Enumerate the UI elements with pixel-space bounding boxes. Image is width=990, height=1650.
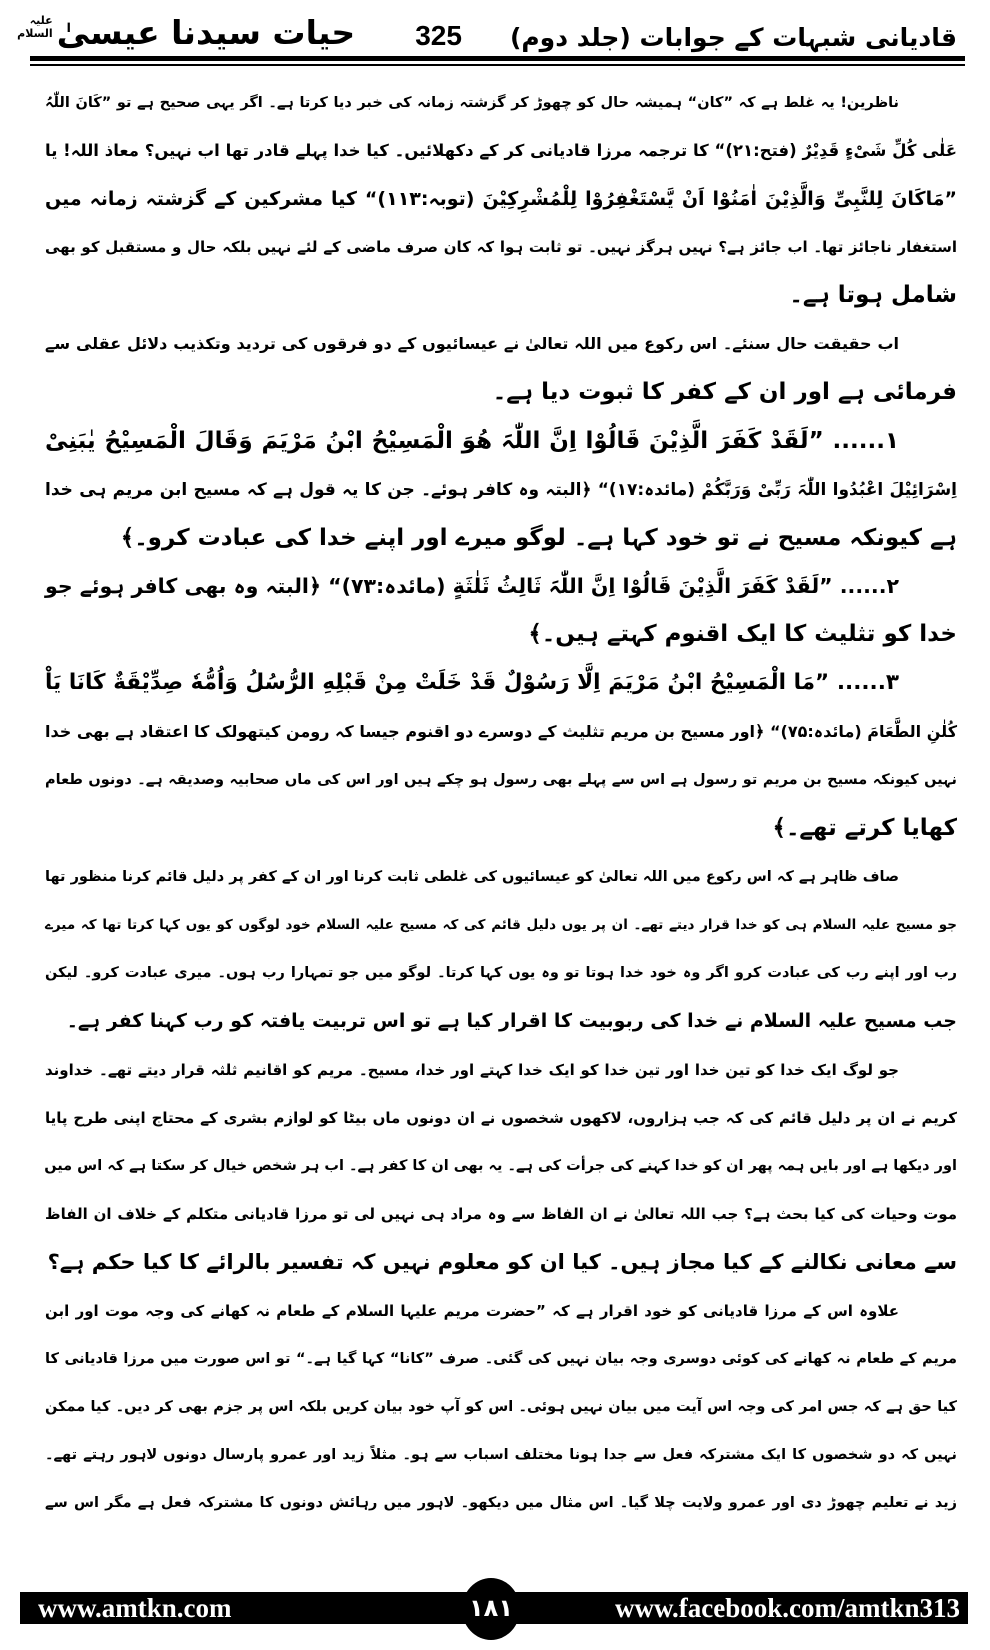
text-line: کھایا کرتے تھے۔﴾ [772, 815, 957, 841]
facebook-link[interactable]: www.facebook.com/amtkn313 [615, 1593, 960, 1623]
text-line: جو لوگ ایک خدا کو تین خدا اور تین خدا کو ایک خدا کہتے اور خدا، مسیح۔ مریم کو اقانیم ثلثہ قرار دیتے تھے۔ خداوند [45, 1061, 899, 1079]
page-header [17, 8, 965, 52]
text-line: زید نے تعلیم چھوڑ دی اور عمرو ولایت چلا گیا۔ اس مثال میں دیکھو۔ لاہور میں رہائش دونوں کا مشترکہ فعل ہے مگر اس سے [45, 1495, 957, 1511]
book-page-number: 325 [415, 20, 462, 51]
text-line: موت وحیات کی کیا بحث ہے؟ جب اللہ تعالیٰ نے ان الفاظ سے وہ مراد ہی نہیں لی تو مرزا قادیانی متکلم کے خلاف ان الفاظ [45, 1205, 957, 1223]
text-line: فرمائی ہے اور ان کے کفر کا ثبوت دیا ہے۔ [492, 379, 957, 405]
text-line: استغفار ناجائز تھا۔ اب جائز ہے؟ نہیں ہرگز نہیں۔ تو ثابت ہوا کہ کان صرف ماضی کے لئے نہیں بلکہ حال و مستقبل کو بھی [45, 238, 957, 256]
header-rule-thick [30, 56, 965, 61]
text-line: اب حقیقت حال سنئے۔ اس رکوع میں اللہ تعالیٰ نے عیسائیوں کے دو فرقوں کی تردید وتکذیب دلائل عقلی سے [45, 334, 899, 353]
text-line: عَلٰی کُلِّ شَیْءٍ قَدِیْرٌ (فتح:۲۱)“ کا ترجمہ مرزا قادیانی کر کے دکھلائیں۔ کیا خدا پہلے قادر تھا اب نہیں؟ معاذ اللہ! یا [45, 141, 957, 160]
text-line: ۳...... ”مَا الْمَسِیْحُ ابْنُ مَرْیَمَ اِلَّا رَسُوْلٌ قَدْ خَلَتْ مِنْ قَبْلِهِ الرُّسُلُ وَاُمُّهٗ صِدِّیْقَةٌ کَانَا یَاْ [45, 670, 899, 695]
text-line: شامل ہوتا ہے۔ [789, 282, 957, 308]
honorific: علیہ السلام [17, 14, 53, 40]
text-line: ہے کیونکہ مسیح نے تو خود کہا ہے۔ لوگو میرے اور اپنے خدا کی عبادت کرو۔﴾ [120, 525, 957, 551]
text-line: ناظرین! یہ غلط ہے کہ ”کان“ ہمیشہ حال کو چھوڑ کر گزشتہ زمانہ کی خبر دیا کرتا ہے۔ اگر یہی صحیح ہے تو ”کَانَ اللّٰہُ [45, 95, 899, 111]
text-line: سے معانی نکالنے کے کیا مجاز ہیں۔ کیا ان کو معلوم نہیں کہ تفسیر بالرائے کا کیا حکم ہے؟ [47, 1250, 957, 1274]
text-line: اور دیکھا ہے اور بایں ہمہ پھر ان کو خدا کہنے کی جرأت کی ہے۔ یہ بھی ان کا کفر ہے۔ اب ہر شخص خیال کر سکتا ہے کہ اس میں [44, 1158, 957, 1174]
header-rule-thin [30, 64, 965, 66]
text-line: کیا حق ہے کہ جس امر کی وجہ اس آیت میں بیان نہیں ہوئی۔ اس کو آپ خود بیان کریں بلکہ اس پر جزم بھی کر دیں۔ کیا ممکن [45, 1399, 957, 1415]
book-title: قادیانی شبہات کے جوابات (جلد دوم) [509, 23, 957, 52]
text-line: ۱...... ”لَقَدْ کَفَرَ الَّذِیْنَ قَالُوْا اِنَّ اللّٰہَ ھُوَ الْمَسِیْحُ ابْنُ مَرْیَمَ وَقَالَ الْمَسِیْحُ یٰبَنِیْ [45, 428, 899, 454]
text-line: مریم کے طعام نہ کھانے کی کوئی دوسری وجہ بیان نہیں کی گئی۔ صرف ”کانا“ کہا گیا ہے۔“ تو اس صورت میں مرزا قادیانی کا [45, 1351, 957, 1367]
text-line: کریم نے ان پر دلیل قائم کی کہ جب ہزاروں، لاکھوں شخصوں نے ان دونوں ماں بیٹا کو لوازم بشری کے محتاج اپنی طرح پایا [45, 1109, 957, 1127]
footer-page-number: ۱۸۱ [462, 1578, 520, 1640]
text-line: کُلٰنِ الطَّعَامَ (مائدہ:۷۵)“ ﴿اور مسیح بن مریم تثلیث کے دوسرے دو اقنوم جیسا کہ رومن کیتھولک کا اعتقاد ہے بھی خدا [45, 722, 958, 741]
text-line: صاف ظاہر ہے کہ اس رکوع میں اللہ تعالیٰ کو عیسائیوں کی غلطی ثابت کرنا اور ان کے کفر پر دلیل قائم کرنا منظور تھا [45, 869, 899, 885]
text-line: ۲...... ”لَقَدْ کَفَرَ الَّذِیْنَ قَالُوْا اِنَّ اللّٰہَ ثَالِثُ ثَلٰثَةٍ (مائدہ:۷۳)“ ﴿البتہ وہ بھی کافر ہوئے جو [45, 574, 900, 598]
text-line: جب مسیح علیہ السلام نے خدا کی ربوبیت کا اقرار کیا ہے تو اس تربیت یافتہ کو رب کہنا کفر ہے۔ [66, 1010, 957, 1032]
text-line: نہیں کیونکہ مسیح بن مریم تو رسول ہے اس سے پہلے بھی رسول ہو چکے ہیں اور اس کی ماں صحابیہ وصدیقہ ہے۔ دونوں طعام [45, 772, 957, 788]
text-line: اِسْرَائِیْلَ اعْبُدُوا اللّٰہَ رَبِّیْ وَرَبَّکُمْ (مائدہ:۱۷)“ ﴿البتہ وہ کافر ہوئے۔ جن کا یہ قول ہے کہ مسیح ابن مریم ہی خدا [45, 480, 957, 500]
text-line: خدا کو تثلیث کا ایک اقنوم کہتے ہیں۔﴾ [528, 621, 957, 647]
main-title: حیات سیدنا عیسیٰ [56, 13, 356, 52]
text-line: رب اور اپنے رب کی عبادت کرو اگر وہ خود خدا ہوتا تو وہ یوں کہا کرتا۔ لوگو میں جو تمہارا رب ہوں۔ میری عبادت کرو۔ لیکن [45, 965, 957, 981]
text-line: ”مَاکَانَ لِلنَّبِیِّ وَالَّذِیْنَ اٰمَنُوْا اَنْ یَّسْتَغْفِرُوْا لِلْمُشْرِکِیْنَ (توبہ:۱۱۳)“ کیا مشرکین کے گزشتہ زمانہ میں [45, 188, 957, 210]
text-line: نہیں کہ دو شخصوں کا ایک مشترکہ فعل سے جدا ہونا مختلف اسباب سے ہو۔ مثلاً زید اور عمرو پارسال دونوں لاہور رہتے تھے۔ [45, 1447, 957, 1463]
website-link[interactable]: www.amtkn.com [38, 1593, 232, 1623]
text-line: علاوہ اس کے مرزا قادیانی کو خود اقرار ہے کہ ”حضرت مریم علیہا السلام کے طعام نہ کھانے کی وجہ موت اور ابن [45, 1302, 899, 1320]
text-line: جو مسیح علیہ السلام ہی کو خدا قرار دیتے تھے۔ ان پر یوں دلیل قائم کی کہ مسیح علیہ السلام خود لوگوں کو یوں کہا کرتا تھا کہ میرے [45, 917, 957, 933]
